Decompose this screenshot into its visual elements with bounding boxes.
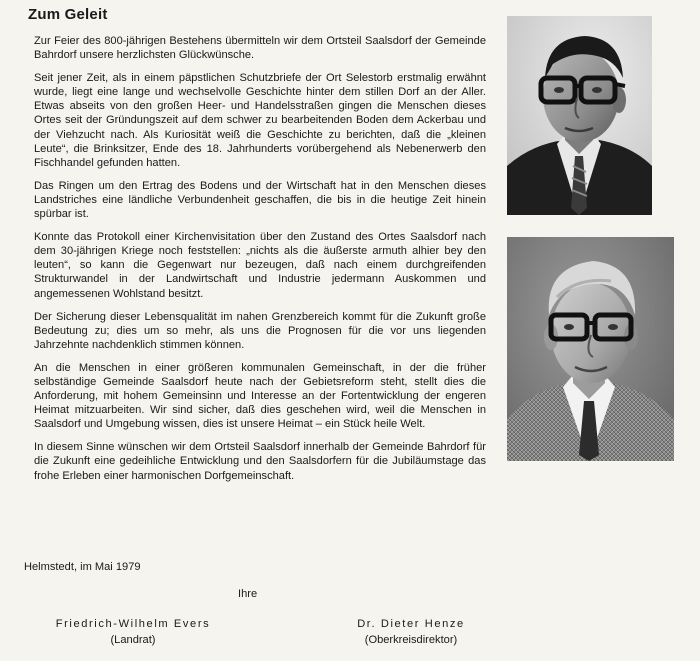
signature-landrat — [28, 618, 238, 646]
paragraph-2: Seit jener Zeit, als in einem päpstlichen Schutzbriefe der Ort Selestorb erstmalig erwähnt wurde, liegt eine lange und wechselvolle Geschichte hinter dem stillen Dorf an der Aller. Etwas abseits von den großen Heer- und Handelsstraßen gingen die Menschen dieses Ortes seit der Gründungszeit auf dem schwer zu bearbeitenden Boden dem Ackerbau und der Viehzucht nach. Als Kuriosität weiß die Geschichte zu berichten, daß die „kleinen Leute“, die Brinksitzer, Ende des 18. Jahrhunderts vorübergehend als Nebenerwerb den Fischhandel gefunden hatten. — [34, 72, 486, 169]
signatory-name: Dr. Dieter Henze — [357, 618, 465, 630]
portrait-illustration — [507, 237, 674, 461]
portrait-photo-oberkreisdirektor — [507, 237, 674, 461]
paragraph-1: Zur Feier des 800-jährigen Bestehens übermitteln wir dem Ortsteil Saalsdorf der Gemeinde Bahrdorf unsere herzlichsten Glückwünsche. — [34, 35, 486, 62]
portrait-photo-landrat — [507, 16, 652, 215]
signatory-role: (Landrat) — [110, 634, 156, 646]
place-date: Helmstedt, im Mai 1979 — [24, 561, 141, 573]
paragraph-5: Der Sicherung dieser Lebensqualität im nahen Grenzbereich kommt für die Zukunft große Bedeutung zu; dies um so mehr, als uns die Prognosen für die vor uns liegenden Jahrzehnte nachdenklich stimmen können. — [34, 310, 486, 351]
signatory-role: (Oberkreisdirektor) — [364, 634, 458, 646]
paragraph-4: Konnte das Protokoll einer Kirchenvisitation über den Zustand des Ortes Saalsdorf nach dem 30-jährigen Kriege noch feststellen: „nichts als die äußerste armuth alhier bey den leuten“, so kann die Gegenwart nur bezeugen, daß nach einem durchgreifenden Strukturwandel in der Landwirtschaft und Industrie jedermann Auskommen und angemessenen Wohlstand besitzt. — [34, 231, 486, 300]
paragraph-3: Das Ringen um den Ertrag des Bodens und der Wirtschaft hat in den Menschen dieses Landstriches eine ländliche Verbundenheit geschaffen, die bis in die heutige Zeit hinein spürbar ist. — [34, 179, 486, 221]
signature-oberkreisdirektor — [326, 618, 496, 646]
signatory-name: Friedrich-Wilhelm Evers — [55, 618, 211, 630]
paragraph-7: In diesem Sinne wünschen wir dem Ortsteil Saalsdorf innerhalb der Gemeinde Bahrdorf für die Zukunft eine gedeihliche Entwicklung und den Saalsdorfern für die Jubiläumstage das frohe Erleben einer harmonischen Dorfgemeinschaft. — [34, 441, 486, 482]
letter-body — [34, 34, 486, 492]
closing-word: Ihre — [238, 588, 258, 600]
portrait-illustration — [507, 16, 652, 215]
page-title: Zum Geleit — [28, 6, 108, 23]
paragraph-6: An die Menschen in einer größeren kommunalen Gemeinschaft, in der die früher selbständige Gemeinde Saalsdorf heute nach der Gebietsreform steht, stellt dies die Anforderung, mit hohem Gemeinsinn und Interesse an der Fortentwicklung der engeren Heimat mitzuarbeiten. Wir sind sicher, daß dies geschehen wird, weil die Menschen in Saalsdorf und Umgebung wissen, dies ist unsere Heimat – ein Stück heile Welt. — [34, 361, 486, 431]
